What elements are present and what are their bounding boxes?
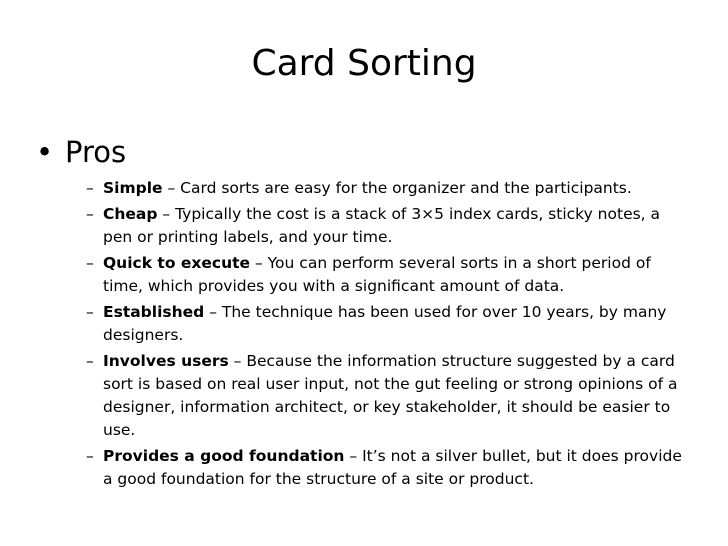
bullet-pros-label: Pros [65,135,127,169]
item-term: Quick to execute [103,254,251,272]
bullet-pros [36,134,126,170]
item-term: Cheap [103,205,158,223]
dash-bullet-icon: – [86,179,94,197]
item-term: Simple [103,179,163,197]
item-description: – Because the information structure suggested by a card sort is based on real user input, not the gut feeling or strong opinions of a designer, information architect, or key stakeholder, it should be easier to use. [103,352,678,439]
pros-item-provides-a-good-foundation [86,445,686,491]
item-term: Provides a good foundation [103,447,345,465]
dash-bullet-icon: – [86,205,94,223]
slide-title: Card Sorting [251,43,477,84]
item-description: – The technique has been used for over 10 years, by many designers. [103,303,667,344]
pros-item-simple [86,177,686,200]
item-description: – You can perform several sorts in a short period of time, which provides you with a significant amount of data. [103,254,651,295]
pros-item-involves-users [86,350,686,442]
item-description: – Typically the cost is a stack of 3×5 index cards, sticky notes, a pen or printing labels, and your time. [103,205,661,246]
item-term: Established [103,303,205,321]
pros-item-cheap [86,203,686,249]
item-term: Involves users [103,352,229,370]
dash-bullet-icon: – [86,352,94,370]
item-description: – It’s not a silver bullet, but it does provide a good foundation for the structure of a site or product. [103,447,682,488]
dash-bullet-icon: – [86,447,94,465]
pros-sublist [86,177,686,494]
bullet-dot-icon: • [36,135,54,169]
pros-item-established [86,301,686,347]
item-description: – Card sorts are easy for the organizer and the participants. [162,179,632,197]
dash-bullet-icon: – [86,254,94,272]
pros-item-quick-to-execute [86,252,686,298]
dash-bullet-icon: – [86,303,94,321]
